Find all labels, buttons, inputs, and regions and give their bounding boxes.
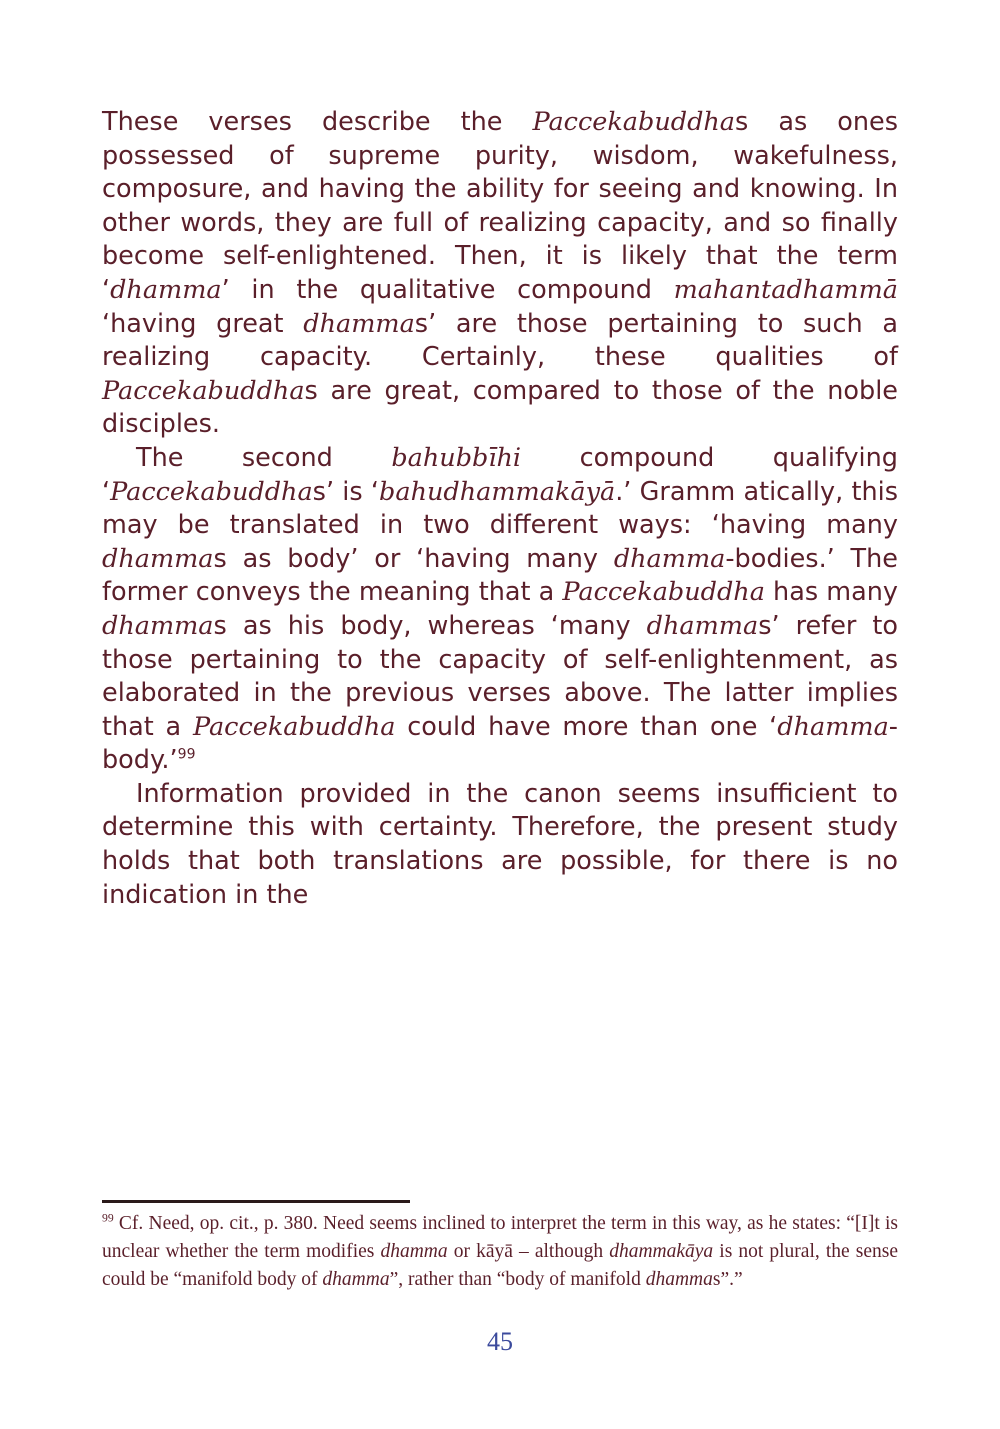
italic-term: Paccekabuddha	[532, 107, 736, 137]
italic-term: bahudhammakāyā	[379, 476, 616, 507]
italic-term: dhamma	[322, 1269, 390, 1290]
text-run: s as body’ or ‘having many	[213, 543, 614, 574]
text-run: These verses describe the	[102, 107, 533, 137]
italic-term: dhamma	[646, 610, 759, 641]
text-run: s as ones possessed of supreme purity, wisdom, wakefulness, composure, and having the ability for seeing and knowing. In other words, they are full of realizing capacity, and so finally become self-enlightened. Then, it is likely that the term ‘	[102, 107, 898, 305]
italic-term: dhamma	[645, 1269, 713, 1290]
italic-term: dhammakāya	[609, 1241, 714, 1262]
text-run: Cf. Need, op. cit., p. 380. Need seems inclined to interpret the term in this way, as he states: “[I]t is unclear whether the term modifies	[102, 1213, 898, 1262]
italic-term: Paccekabuddha	[110, 476, 313, 507]
text-run: could have more than one ‘	[395, 711, 778, 742]
paragraph-3	[102, 778, 898, 912]
italic-term: dhamma	[303, 308, 415, 339]
text-run: s”.”	[712, 1269, 743, 1290]
page-number: 45	[487, 1327, 513, 1356]
text-run: s are great, compared to those of the noble disciples.	[102, 375, 898, 440]
text-run: ”, rather than “body of manifold	[389, 1269, 646, 1290]
text-run: -body.’	[102, 711, 898, 776]
text-run: Information provided in the canon seems insufficient to determine this with certainty. Therefore, the present study holds that both translations are possible, for there is no indication in the	[102, 778, 898, 910]
text-run: s’ is ‘	[312, 476, 380, 507]
footnote-ref: 99	[102, 1211, 114, 1225]
italic-term: dhamma	[102, 610, 214, 641]
text-run: The second	[136, 442, 392, 473]
footnote-separator	[102, 1200, 410, 1203]
text-run: .’ Gramm atically, this may be translated in two different ways: ‘having many	[102, 476, 898, 541]
italic-term: dhamma	[110, 274, 222, 305]
text-run: s’ refer to those pertaining to the capacity of self-enlightenment, as elaborated in the previous verses above. The latter implies that a	[102, 610, 899, 742]
italic-term: Paccekabuddha	[192, 711, 396, 742]
body-text	[102, 106, 898, 912]
paragraph-1	[102, 106, 898, 442]
italic-term: bahubbīhi	[391, 442, 522, 473]
text-run: has many	[764, 577, 898, 608]
italic-term: Paccekabuddha	[102, 375, 305, 406]
text-run: ’ in the qualitative compound	[221, 274, 674, 305]
text-run: compound qualifying ‘	[102, 442, 898, 507]
text-run: -bodies.’ The former conveys the meaning that a	[102, 543, 898, 608]
text-run: ‘having great	[102, 308, 304, 339]
footnote-ref: 99	[177, 746, 196, 763]
italic-term: dhamma	[613, 543, 726, 574]
text-run: or kāyā – although	[447, 1241, 610, 1262]
text-run: s’ are those pertaining to such a realizing capacity. Certainly, these qualities of	[102, 308, 898, 373]
italic-term: dhamma	[102, 543, 214, 574]
paragraph-2	[102, 442, 898, 778]
italic-term: mahantadhammā	[673, 274, 898, 305]
text-run: s as his body, whereas ‘many	[213, 610, 647, 641]
italic-term: Paccekabuddha	[562, 577, 765, 608]
text-run: is not plural, the sense could be “manifold body of	[102, 1241, 899, 1290]
footnote-99	[102, 1210, 898, 1294]
italic-term: dhamma	[380, 1241, 448, 1262]
italic-term: dhamma	[777, 711, 889, 742]
